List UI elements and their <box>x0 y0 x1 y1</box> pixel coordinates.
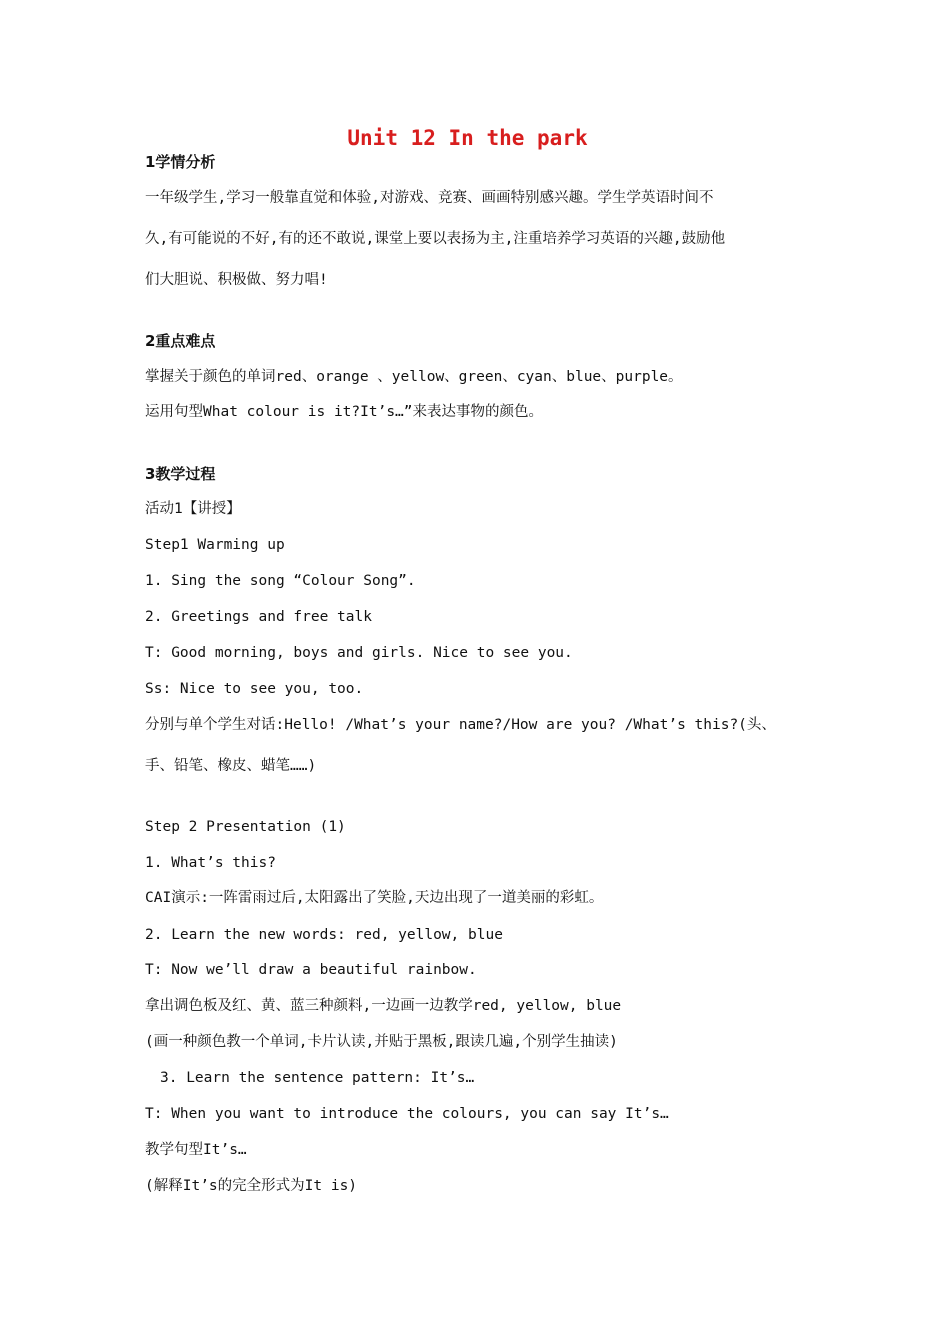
paragraph-line: T: Now we’ll draw a beautiful rainbow. <box>145 962 477 978</box>
paragraph-line: 分别与单个学生对话:Hello! /What’s your name?/How are you? /What’s this?(头、 <box>145 717 776 733</box>
paragraph-line: 拿出调色板及红、黄、蓝三种颜料,一边画一边教学red, yellow, blue <box>145 998 622 1014</box>
paragraph-line: CAI演示:一阵雷雨过后,太阳露出了笑脸,天边出现了一道美丽的彩虹。 <box>145 890 604 906</box>
paragraph-line: 教学句型It’s… <box>145 1142 247 1158</box>
paragraph-line: Step 2 Presentation (1) <box>145 819 346 835</box>
section-heading-analysis: 1学情分析 <box>145 153 216 171</box>
paragraph-line: 3. Learn the sentence pattern: It’s… <box>160 1070 475 1086</box>
section-heading-keypoints: 2重点难点 <box>145 332 216 350</box>
paragraph-line: 活动1【讲授】 <box>145 501 241 517</box>
paragraph-line: 1. Sing the song “Colour Song”. <box>145 573 416 589</box>
paragraph-line: 久,有可能说的不好,有的还不敢说,课堂上要以表扬为主,注重培养学习英语的兴趣,鼓励他 <box>145 231 726 247</box>
paragraph-line: (解释It’s的完全形式为It is) <box>145 1178 358 1194</box>
paragraph-line: 2. Greetings and free talk <box>145 609 372 625</box>
paragraph-line: Ss: Nice to see you, too. <box>145 681 364 697</box>
paragraph-line: T: Good morning, boys and girls. Nice to see you. <box>145 645 573 661</box>
paragraph-line: 1. What’s this? <box>145 855 276 871</box>
paragraph-line: 掌握关于颜色的单词red、orange 、yellow、green、cyan、blue、purple。 <box>145 369 683 385</box>
paragraph-line: Step1 Warming up <box>145 537 285 553</box>
paragraph-line: 运用句型What colour is it?It’s…”来表达事物的颜色。 <box>145 404 544 420</box>
document-title: Unit 12 In the park <box>347 126 588 150</box>
paragraph-line: 一年级学生,学习一般靠直觉和体验,对游戏、竞赛、画画特别感兴趣。学生学英语时间不 <box>145 190 714 206</box>
paragraph-line: 们大胆说、积极做、努力唱! <box>145 272 328 288</box>
section-heading-process: 3教学过程 <box>145 465 216 483</box>
paragraph-line: (画一种颜色教一个单词,卡片认读,并贴于黑板,跟读几遍,个别学生抽读) <box>145 1034 618 1050</box>
paragraph-line: T: When you want to introduce the colours, you can say It’s… <box>145 1106 669 1122</box>
paragraph-line: 手、铅笔、橡皮、蜡笔……) <box>145 758 317 774</box>
paragraph-line: 2. Learn the new words: red, yellow, blue <box>145 927 503 943</box>
